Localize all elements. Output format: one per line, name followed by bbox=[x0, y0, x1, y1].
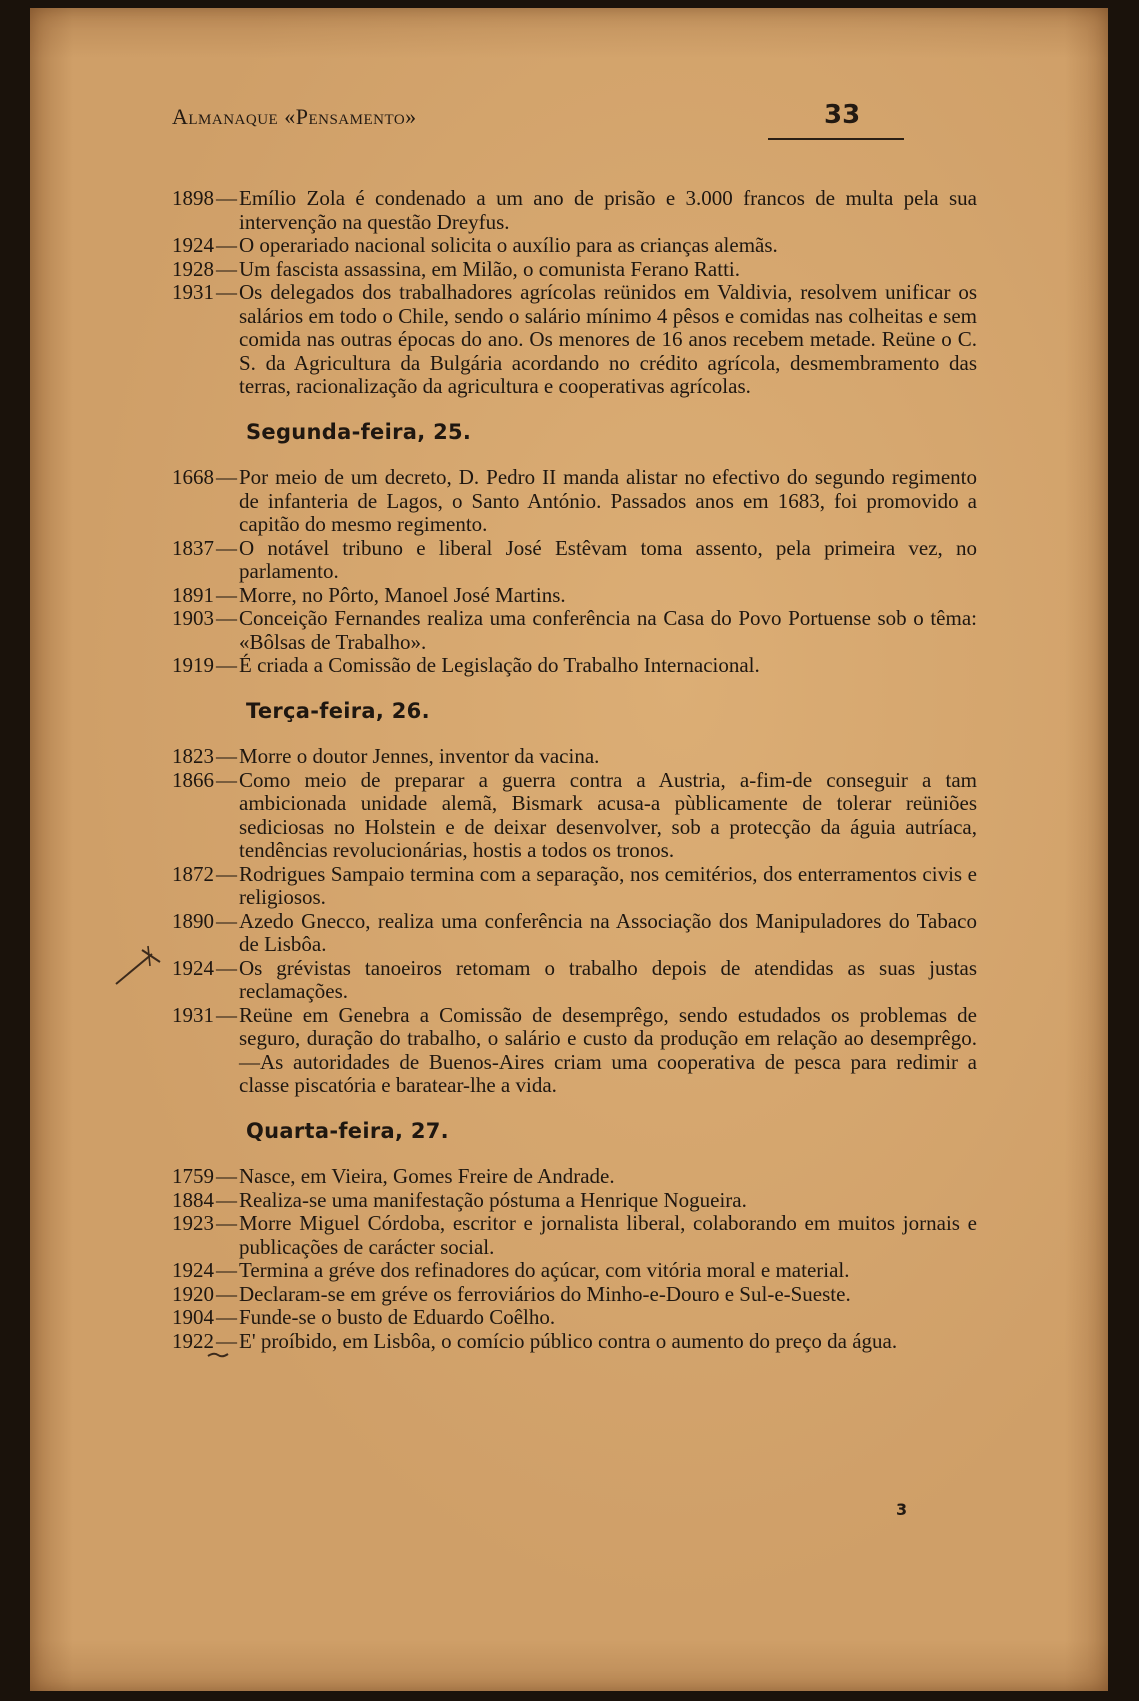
entry-year: 1919 bbox=[172, 653, 214, 677]
entry-year: 1922 bbox=[172, 1328, 214, 1353]
almanac-entry bbox=[172, 863, 977, 910]
entry-text: Declaram-se em gréve os ferroviários do Minho-e-Douro e Sul-e-Sueste. bbox=[239, 1281, 851, 1306]
almanac-entry bbox=[172, 1306, 977, 1330]
entry-text: Conceição Fernandes realiza uma conferência na Casa do Povo Portuense sob o têma: «Bôlsas de Trabalho». bbox=[239, 606, 977, 654]
day-heading: Terça-feira, 26. bbox=[246, 698, 430, 723]
entry-dash: — bbox=[216, 1305, 237, 1329]
entry-dash: — bbox=[216, 744, 237, 768]
entry-year: 1931 bbox=[172, 280, 214, 304]
entry-year: 1759 bbox=[172, 1164, 214, 1188]
almanac-entry bbox=[172, 584, 977, 608]
entry-text: O notável tribuno e liberal José Estêvam toma assento, pela primeira vez, no parlamento. bbox=[239, 535, 977, 583]
entry-dash: — bbox=[216, 280, 237, 304]
entry-text: Funde-se o busto de Eduardo Coêlho. bbox=[239, 1305, 556, 1329]
almanac-entry bbox=[172, 769, 977, 863]
entry-dash: — bbox=[216, 1328, 237, 1353]
entry-dash: — bbox=[216, 256, 237, 281]
entry-dash: — bbox=[216, 233, 237, 257]
almanac-entry bbox=[172, 654, 977, 678]
entry-year: 1823 bbox=[172, 744, 214, 768]
entry-dash: — bbox=[216, 606, 237, 630]
entry-text: Morre o doutor Jennes, inventor da vacina. bbox=[239, 744, 600, 768]
entry-year: 1924 bbox=[172, 233, 214, 257]
entry-dash: — bbox=[216, 1258, 237, 1282]
signature-mark: 3 bbox=[896, 1500, 908, 1519]
entry-text: Morre, no Pôrto, Manoel José Martins. bbox=[239, 582, 566, 607]
almanac-entry bbox=[172, 1283, 977, 1307]
entry-text: Azedo Gnecco, realiza uma conferência na Associação dos Manipuladores do Tabaco de Lisbôa. bbox=[239, 908, 977, 956]
page-number: 33 bbox=[824, 100, 861, 130]
entry-text: Realiza-se uma manifestação póstuma a Henrique Nogueira. bbox=[239, 1187, 747, 1212]
pencil-annotation-icon bbox=[112, 940, 168, 988]
almanac-entry bbox=[172, 745, 977, 769]
almanac-entry bbox=[172, 957, 977, 1004]
day-heading: Segunda-feira, 25. bbox=[246, 419, 472, 444]
entry-year: 1903 bbox=[172, 606, 214, 630]
almanac-entry bbox=[172, 281, 977, 399]
entry-year: 1891 bbox=[172, 582, 214, 607]
entry-text: Como meio de preparar a guerra contra a Austria, a-fim-de conseguir a tam ambicionada unidade alemã, Bismark acusa-a pùblicamente de tolerar reüniões sediciosas no Holstein e de deixar desenvolver, sob a protecção da águia autríaca, tendências revolucionárias, hostis a todos os tronos. bbox=[239, 767, 977, 862]
entry-dash: — bbox=[216, 1164, 237, 1188]
entry-dash: — bbox=[216, 1002, 237, 1027]
entry-dash: — bbox=[216, 535, 237, 560]
entry-year: 1924 bbox=[172, 955, 214, 980]
almanac-entry bbox=[172, 1259, 977, 1283]
almanac-entry bbox=[172, 466, 977, 537]
entry-text: Termina a gréve dos refinadores do açúcar, com vitória moral e material. bbox=[239, 1258, 850, 1282]
entry-dash: — bbox=[216, 908, 237, 933]
entry-year: 1924 bbox=[172, 1258, 214, 1282]
entry-dash: — bbox=[216, 767, 237, 792]
entry-dash: — bbox=[216, 653, 237, 677]
almanac-entry bbox=[172, 1330, 977, 1354]
almanac-entry bbox=[172, 234, 977, 258]
entry-dash: — bbox=[216, 955, 237, 980]
almanac-entry bbox=[172, 537, 977, 584]
entry-dash: — bbox=[216, 582, 237, 607]
entry-year: 1872 bbox=[172, 861, 214, 886]
entry-year: 1898 bbox=[172, 186, 214, 210]
entry-text: Por meio de um decreto, D. Pedro II manda alistar no efectivo do segundo regimento de infanteria de Lagos, o Santo António. Passados anos em 1683, foi promovido a capitão do mesmo regimento. bbox=[239, 465, 977, 536]
almanac-entry bbox=[172, 1165, 977, 1189]
entry-year: 1837 bbox=[172, 535, 214, 560]
almanac-entry bbox=[172, 258, 977, 282]
entry-year: 1928 bbox=[172, 256, 214, 281]
entry-text: Morre Miguel Córdoba, escritor e jornalista liberal, colaborando em muitos jornais e publicações de carácter social. bbox=[239, 1211, 977, 1259]
ink-smudge-icon bbox=[206, 1350, 230, 1360]
entry-dash: — bbox=[216, 1187, 237, 1212]
entry-year: 1668 bbox=[172, 465, 214, 489]
entry-text: Um fascista assassina, em Milão, o comunista Ferano Ratti. bbox=[239, 256, 740, 281]
entry-dash: — bbox=[216, 465, 237, 489]
entry-year: 1923 bbox=[172, 1211, 214, 1235]
entry-dash: — bbox=[216, 1281, 237, 1306]
entry-text: Os delegados dos trabalhadores agrícolas reünidos em Valdivia, resolvem unificar os salários em todo o Chile, sendo o salário mínimo 4 pêsos e comidas nas colheitas e sem comida nas outras épocas do ano. Os menores de 16 anos recebem metade. Reüne o C. S. da Agricultura da Bulgária acordando no crédito agrícola, desmembramento das terras, racionalização da agricultura e cooperativas agrícolas. bbox=[239, 280, 977, 398]
entry-text: O operariado nacional solicita o auxílio para as crianças alemãs. bbox=[239, 233, 778, 257]
header-rule bbox=[768, 138, 904, 140]
entry-text: E' proíbido, em Lisbôa, o comício público contra o aumento do preço da água. bbox=[239, 1328, 898, 1353]
running-header bbox=[172, 100, 912, 140]
almanac-entry bbox=[172, 1189, 977, 1213]
entry-year: 1890 bbox=[172, 908, 214, 933]
almanac-content bbox=[172, 187, 977, 1353]
entry-text: Nasce, em Vieira, Gomes Freire de Andrade. bbox=[239, 1164, 615, 1188]
almanac-entry bbox=[172, 1212, 977, 1259]
entry-text: Emílio Zola é condenado a um ano de prisão e 3.000 francos de multa pela sua intervenção na questão Dreyfus. bbox=[239, 186, 977, 234]
entry-text: É criada a Comissão de Legislação do Trabalho Internacional. bbox=[239, 653, 760, 677]
entry-dash: — bbox=[216, 861, 237, 886]
almanac-entry bbox=[172, 607, 977, 654]
entry-text: Os grévistas tanoeiros retomam o trabalho depois de atendidas as suas justas reclamações. bbox=[239, 955, 977, 1003]
entry-year: 1904 bbox=[172, 1305, 214, 1329]
almanac-entry bbox=[172, 910, 977, 957]
almanac-entry bbox=[172, 187, 977, 234]
day-heading: Quarta-feira, 27. bbox=[246, 1118, 449, 1143]
entry-text: Rodrigues Sampaio termina com a separação, nos cemitérios, dos enterramentos civis e religiosos. bbox=[239, 861, 977, 909]
entry-year: 1920 bbox=[172, 1281, 214, 1306]
entry-dash: — bbox=[216, 1211, 237, 1235]
entry-dash: — bbox=[216, 186, 237, 210]
entry-year: 1884 bbox=[172, 1187, 214, 1212]
almanac-entry bbox=[172, 1004, 977, 1098]
entry-year: 1931 bbox=[172, 1002, 214, 1027]
entry-year: 1866 bbox=[172, 767, 214, 792]
almanac-title: Almanaque «Pensamento» bbox=[172, 104, 417, 129]
entry-text: Reüne em Genebra a Comissão de desemprêgo, sendo estudados os problemas de seguro, duração do trabalho, o salário e custo da produção em relação ao desemprêgo.—As autoridades de Buenos-Aires criam uma cooperativa de pesca para redimir a classe piscatória e baratear-lhe a vida. bbox=[239, 1002, 977, 1097]
